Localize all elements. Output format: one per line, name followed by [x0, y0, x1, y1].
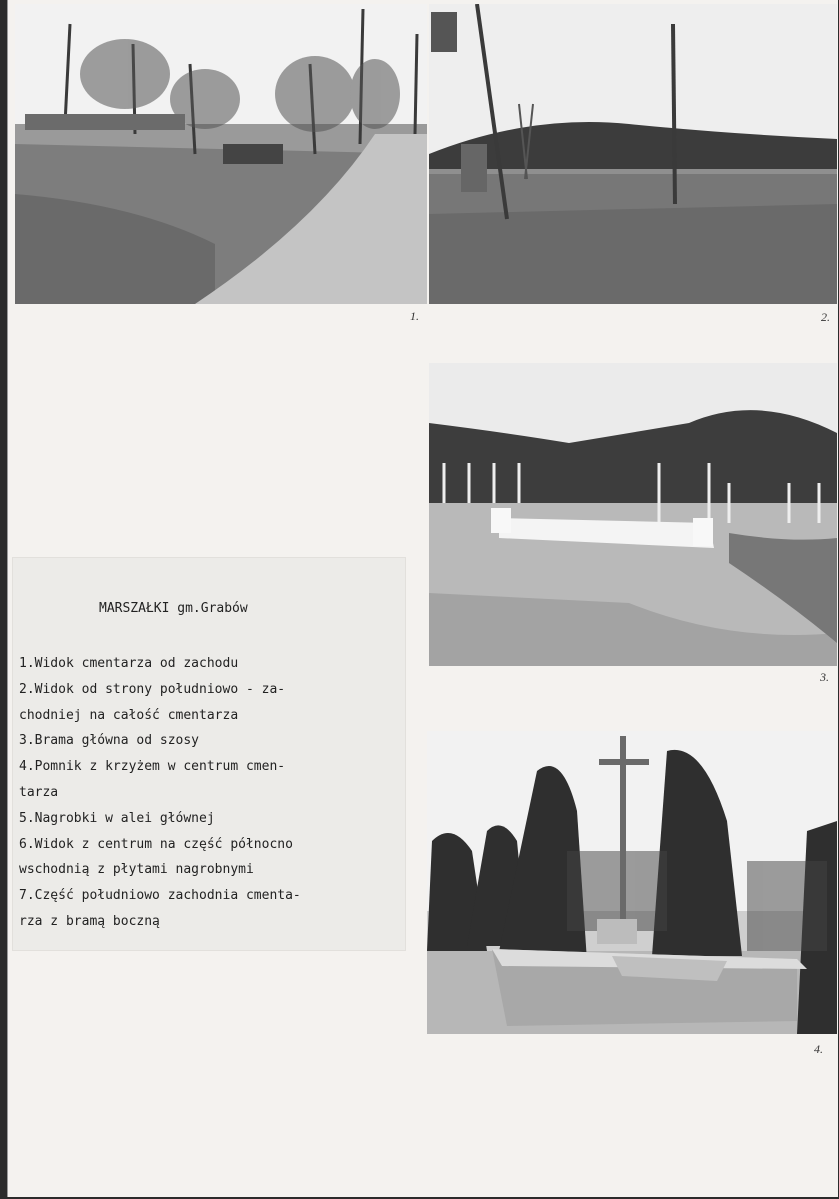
photo-number-2: 2.	[821, 310, 830, 324]
photo-number-1: 1.	[410, 309, 419, 323]
photo-3-main-gate	[429, 363, 837, 666]
caption-card	[12, 557, 406, 951]
caption-line: wschodnią z płytami nagrobnymi	[19, 862, 254, 878]
album-page	[7, 0, 838, 1197]
card-title: MARSZAŁKI gm.Grabów	[99, 601, 248, 616]
caption-line: 1.Widok cmentarza od zachodu	[19, 656, 239, 671]
photo-2-view-from-southwest	[429, 4, 837, 304]
caption-line: rza z bramą boczną	[19, 913, 160, 929]
caption-line: 5.Nagrobki w alei głównej	[19, 810, 215, 826]
caption-line: chodniej na całość cmentarza	[19, 707, 239, 723]
caption-list	[19, 651, 399, 935]
photo-number-4: 4.	[814, 1042, 823, 1056]
caption-line: 3.Brama główna od szosy	[19, 733, 200, 749]
photo-number-3: 3.	[820, 670, 829, 684]
caption-line: 4.Pomnik z krzyżem w centrum cmen-	[19, 759, 286, 775]
photo-1-cemetery-from-west	[15, 4, 427, 304]
caption-line: tarza	[19, 784, 59, 800]
photo-4-monument-with-cross	[427, 731, 837, 1034]
caption-line: 6.Widok z centrum na część północno	[19, 836, 293, 852]
caption-line: 2.Widok od strony południowo - za-	[19, 681, 286, 697]
caption-line: 7.Część południowo zachodnia cmenta-	[19, 888, 301, 904]
